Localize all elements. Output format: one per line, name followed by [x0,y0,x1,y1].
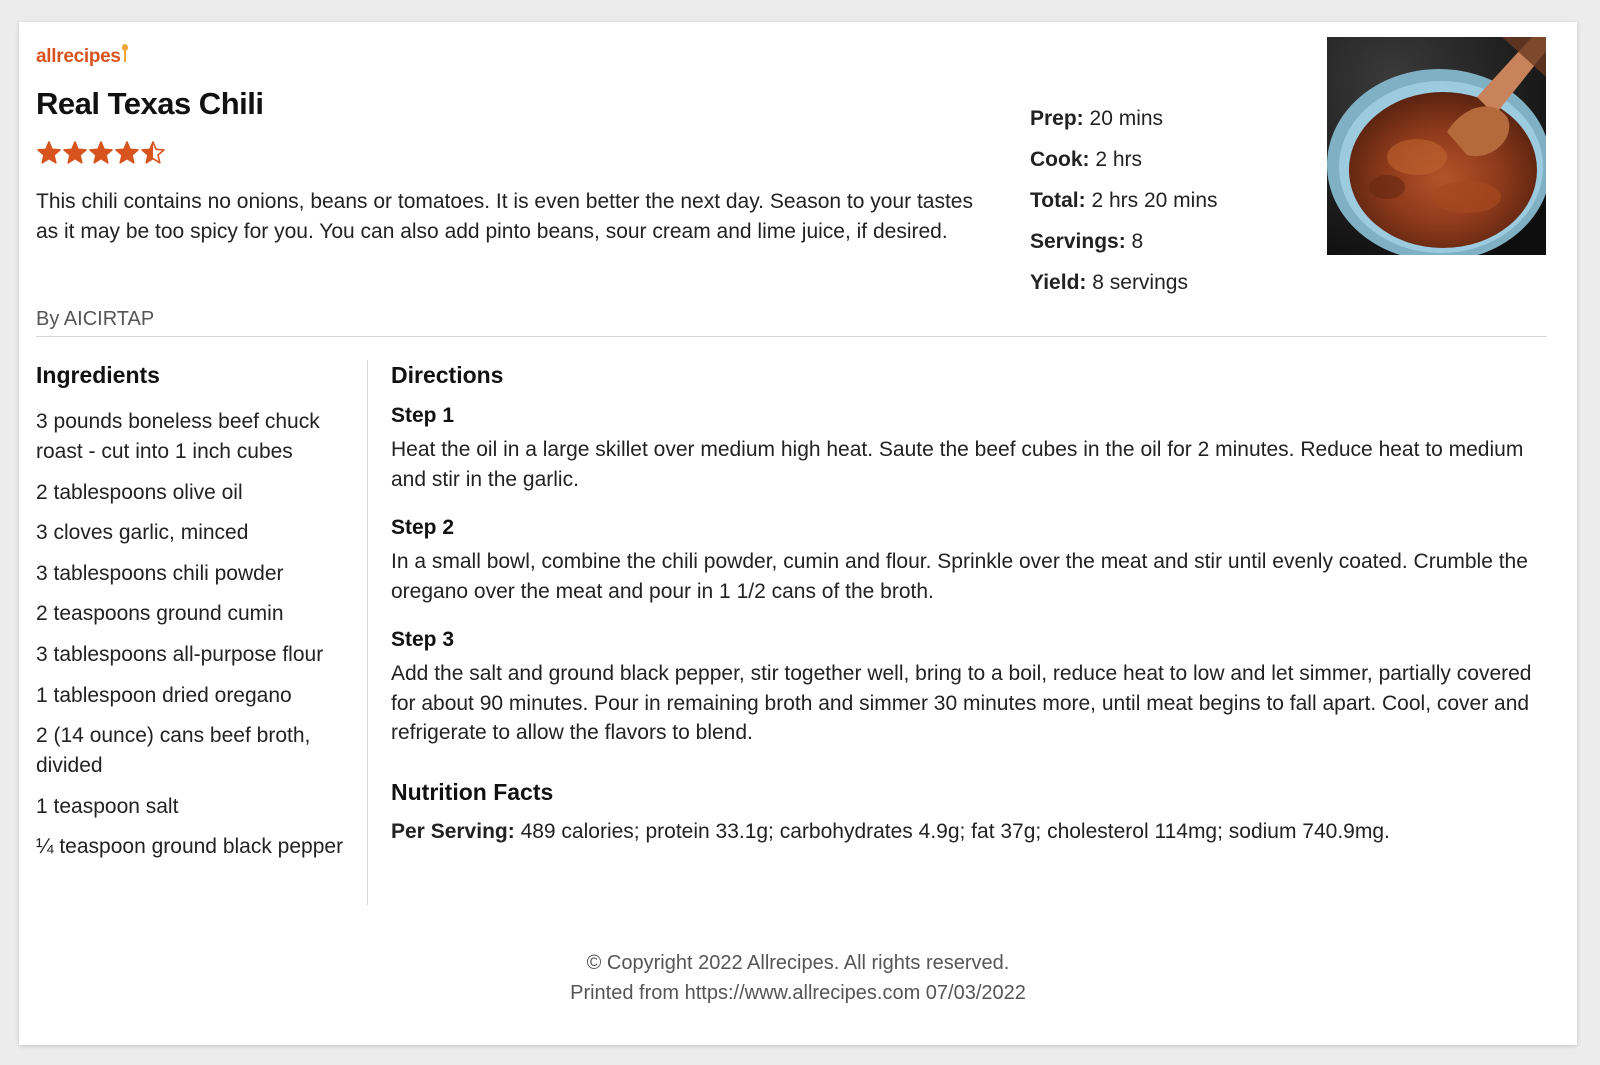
meta-row [1030,268,1218,309]
meta-value: 8 [1131,230,1144,253]
meta-value: 20 mins [1089,107,1164,130]
directions-steps [391,401,1541,767]
nutrition-values: 489 calories; protein 33.1g; carbohydrates 4.9g; fat 37g; cholesterol 114mg; sodium 740.9mg. [520,820,1390,843]
meta-value: 2 hrs [1095,148,1143,171]
star-icon [88,140,114,166]
printed-from-text: Printed from https://www.allrecipes.com 07/03/2022 [570,982,1026,1004]
recipe-card [19,22,1577,1045]
direction-step [391,513,1541,606]
allrecipes-logo[interactable] [36,44,128,68]
ingredient-item: 3 tablespoons all-purpose flour [36,642,324,666]
ingredient-item: 3 pounds boneless beef chuck roast - cut into 1 inch cubes [36,410,320,463]
star-rating [36,140,166,166]
step-title: Step 1 [391,404,455,427]
ingredient-item: 2 tablespoons olive oil [36,480,243,504]
ingredient-item: 3 cloves garlic, minced [36,521,249,545]
meta-row [1030,145,1218,186]
ingredient-item: 1 teaspoon salt [36,794,179,818]
star-icon [36,140,62,166]
nutrition-heading: Nutrition Facts [391,779,554,805]
star-icon [114,140,140,166]
nutrition-label: Per Serving: [391,820,515,843]
ingredient-item: 1 tablespoon dried oregano [36,683,292,707]
recipe-description: This chili contains no onions, beans or tomatoes. It is even better the next day. Season to your tastes as it may be too spicy for you. You can also add pinto beans, sour cream and lime juice, if desired. [36,190,973,243]
star-icon [62,140,88,166]
recipe-author: By AICIRTAP [36,308,155,330]
page-footer [19,948,1577,1008]
ingredient-item: 2 teaspoons ground cumin [36,602,284,626]
chili-photo-image [1327,37,1546,255]
logo-text: allrecipes [36,46,121,67]
ingredients-list [36,407,356,873]
step-text: Heat the oil in a large skillet over medium high heat. Saute the beef cubes in the oil for 2 minutes. Reduce heat to medium and stir in the garlic. [391,438,1524,491]
copyright-text: © Copyright 2022 Allrecipes. All rights reserved. [586,952,1010,974]
meta-value: 8 servings [1092,271,1188,294]
meta-label: Prep: [1030,107,1084,130]
step-text: Add the salt and ground black pepper, stir together well, bring to a boil, reduce heat to low and let simmer, partially covered for about 90 minutes. Pour in remaining broth and simmer 30 minutes more, until meat begins to fall apart. Cool, cover and refrigerate to allow the flavors to blend. [391,662,1532,744]
meta-label: Yield: [1030,271,1087,294]
step-title: Step 2 [391,516,455,539]
direction-step [391,625,1541,748]
meta-label: Total: [1030,189,1086,212]
header-divider [36,336,1547,337]
column-divider [367,360,368,905]
direction-step [391,401,1541,494]
step-title: Step 3 [391,628,455,651]
star-icon [140,140,166,166]
meta-value: 2 hrs 20 mins [1091,189,1218,212]
recipe-meta [1030,104,1218,309]
step-text: In a small bowl, combine the chili powder, cumin and flour. Sprinkle over the meat and stir until evenly coated. Crumble the oregano over the meat and pour in 1 1/2 cans of the broth. [391,550,1528,603]
nutrition-facts [391,817,1390,847]
directions-heading: Directions [391,362,504,388]
meta-label: Cook: [1030,148,1090,171]
ingredient-item: 2 (14 ounce) cans beef broth, divided [36,724,311,778]
meta-row [1030,186,1218,227]
ingredient-item: 3 tablespoons chili powder [36,561,284,585]
meta-label: Servings: [1030,230,1126,253]
meta-row [1030,104,1218,145]
spoon-icon [122,44,128,62]
chili-photo [1327,37,1546,255]
ingredient-item: ¼ teaspoon ground black pepper [36,835,344,859]
ingredients-heading: Ingredients [36,362,160,388]
meta-row [1030,227,1218,268]
recipe-title: Real Texas Chili [36,86,264,121]
